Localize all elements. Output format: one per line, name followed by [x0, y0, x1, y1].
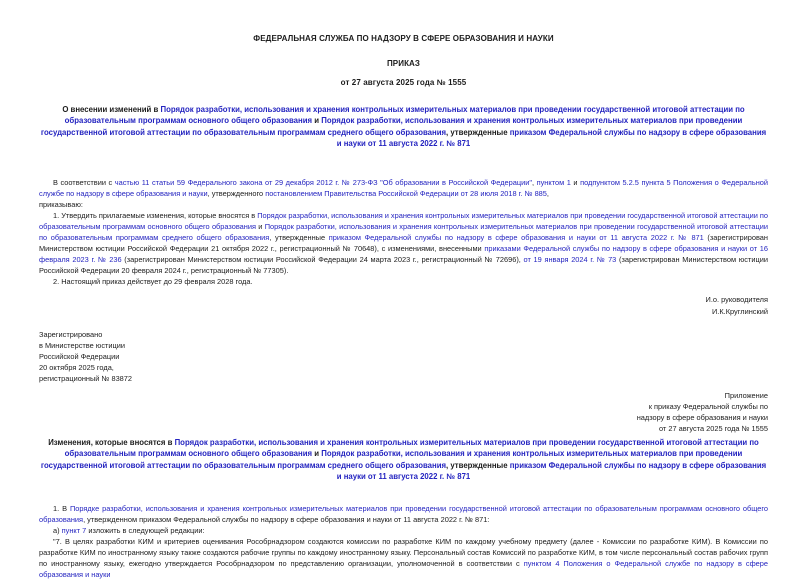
- order-item-1: [39, 210, 768, 276]
- text-segment: "7. В целях разработки КИМ и критериев оценивания Рособрнадзором создаются комиссии по разработке КИМ по каждому учебному предмету (далее - Комиссии по разработке КИМ). В Комиссии по разработке КИМ по иностранному языку также создаются рабочие группы по каждому иностранному языку. Персональный состав Комиссий по разработке КИМ, в том числе персональный состав рабочих групп по иностранному языку, ежегодно утверждается Рособрнадзором по представлению организации, уполномоченной в соответствии с: [39, 537, 768, 569]
- text-segment: и: [312, 449, 322, 459]
- legal-reference-link[interactable]: приказом Федеральной службы по надзору в сфере образования и науки от 11 августа 2022 г. № 871: [328, 233, 704, 243]
- text-line: Российской Федерации: [39, 352, 120, 362]
- annex-paragraph-2: [39, 525, 768, 536]
- legal-reference-link[interactable]: от 19 января 2024 г. № 73: [523, 255, 617, 265]
- text-segment: , утвержденные: [446, 460, 510, 470]
- text-segment: , утвержденные: [446, 127, 510, 137]
- text-segment: 1. В: [53, 504, 70, 514]
- registration-block: [39, 329, 768, 384]
- annex-paragraph-3: [39, 536, 768, 580]
- text-segment: 2. Настоящий приказ действует до 29 февраля 2028 года.: [53, 277, 253, 287]
- legal-reference-link[interactable]: частью 11 статьи 59 Федерального закона от 29 декабря 2012 г. № 273-ФЗ "Об образовании в Российской Федерации": [114, 178, 532, 188]
- order-item-2: [39, 276, 768, 287]
- signature-block: [39, 294, 768, 317]
- text-segment: и: [312, 116, 322, 126]
- text-segment: и: [570, 178, 581, 188]
- doc-type-heading: ПРИКАЗ: [386, 59, 421, 68]
- text-segment: а): [53, 526, 62, 536]
- text-segment: (зарегистрирован Министерством юстиции Российской Федерации 21 октября 2022 г., регистрационный № 70648), с изменениями, внесенными: [39, 233, 768, 254]
- text-segment: В соответствии с: [53, 178, 115, 188]
- legal-reference-link[interactable]: приказом Федеральной службы по надзору в сфере образования и науки от 11 августа 2022 г. № 871: [336, 460, 767, 482]
- legal-reference-link[interactable]: пунктом 4 Положения о Федеральной службе по надзору в сфере образования и науки: [39, 559, 768, 580]
- legal-reference-link[interactable]: Порядок разработки, использования и хранения контрольных измерительных материалов при проведении государственной итоговой аттестации по образовательным программам основного общего образования: [39, 211, 769, 232]
- text-segment: О внесении изменений в: [62, 105, 161, 114]
- text-line: надзору в сфере образования и науки: [636, 413, 768, 423]
- text-segment: 1. Утвердить прилагаемые изменения, которые вносятся в: [53, 211, 258, 221]
- text-segment: изложить в следующей редакции:: [86, 526, 205, 536]
- doc-number-date: от 27 августа 2025 года № 1555: [340, 78, 467, 87]
- legal-reference-link[interactable]: пунктом 1: [536, 178, 571, 188]
- text-segment: (зарегистрирован Министерством юстиции Российской Федерации 24 марта 2023 г., регистрационный № 72696),: [121, 255, 524, 265]
- text-line: Приложение: [724, 391, 768, 401]
- text-line: регистрационный № 83872: [39, 374, 133, 384]
- legal-reference-link[interactable]: приказами Федеральной службы по надзору в сфере образования и науки от 16 февраля 2023 г. № 236: [39, 244, 768, 265]
- annex-paragraph-1: [39, 503, 768, 525]
- text-segment: и: [256, 222, 265, 232]
- legal-reference-link[interactable]: Порядок разработки, использования и хранения контрольных измерительных материалов при проведении государственной итоговой аттестации по образовательным программам основного общего образования: [64, 105, 745, 126]
- text-line: в Министерстве юстиции: [39, 341, 126, 351]
- text-segment: ,: [546, 189, 549, 199]
- text-segment: Изменения, которые вносятся в: [48, 438, 175, 448]
- preamble-paragraph: [39, 177, 768, 199]
- annex-reference-block: [39, 390, 768, 434]
- text-segment: (зарегистрирован Министерством юстиции Российской Федерации 20 февраля 2024 г., регистрационный № 77305).: [39, 255, 769, 276]
- text-segment: , утвержденного: [207, 189, 266, 199]
- text-segment: , утвержденные: [269, 233, 329, 243]
- legal-reference-link[interactable]: постановлением Правительства Российской Федерации от 28 июля 2018 г. № 885: [265, 189, 547, 199]
- text-line: 20 октября 2025 года,: [39, 363, 114, 373]
- text-line: к приказу Федеральной службы по: [648, 402, 768, 412]
- legal-reference-link[interactable]: Порядок разработки, использования и хранения контрольных измерительных материалов при проведении государственной итоговой аттестации по образовательным программам основного общего образования: [64, 438, 759, 459]
- legal-reference-link[interactable]: пункт 7: [61, 526, 87, 536]
- annex-heading: [39, 437, 768, 482]
- text-line: от 27 августа 2025 года № 1555: [658, 424, 768, 434]
- text-line: Зарегистрировано: [39, 330, 103, 340]
- legal-reference-link[interactable]: приказом Федеральной службы по надзору в сфере образования и науки от 11 августа 2022 г. № 871: [336, 127, 767, 148]
- signature-position: И.о. руководителя: [705, 295, 768, 305]
- signature-name: И.К.Круглинский: [712, 306, 768, 316]
- decree-word: приказываю:: [39, 200, 83, 210]
- legal-reference-link[interactable]: Порядок разработки, использования и хранения контрольных измерительных материалов при проведении государственной итоговой аттестации по образовательным программам среднего общего образования: [39, 222, 768, 243]
- text-segment: , утвержденном приказом Федеральной службы по надзору в сфере образования и науки от 11 августа 2022 г. № 871:: [83, 515, 490, 525]
- legal-reference-link[interactable]: подпунктом 5.2.5 пункта 5 Положения о Федеральной службе по надзору в сфере образования и науки: [39, 178, 769, 199]
- legal-reference-link[interactable]: Порядке разработки, использования и хранения контрольных измерительных материалов при проведении государственной итоговой аттестации по образовательным программам основного общего образования: [39, 504, 768, 525]
- order-title: [39, 104, 768, 149]
- legal-reference-link[interactable]: Порядок разработки, использования и хранения контрольных измерительных материалов при проведении государственной итоговой аттестации по образовательным программам среднего общего образования: [40, 449, 743, 470]
- text-segment: ,: [531, 178, 537, 188]
- legal-reference-link[interactable]: Порядок разработки, использования и хранения контрольных измерительных материалов при проведении государственной итоговой аттестации по образовательным программам среднего общего образования: [40, 116, 743, 137]
- org-name-heading: ФЕДЕРАЛЬНАЯ СЛУЖБА ПО НАДЗОРУ В СФЕРЕ ОБРАЗОВАНИЯ И НАУКИ: [253, 34, 554, 43]
